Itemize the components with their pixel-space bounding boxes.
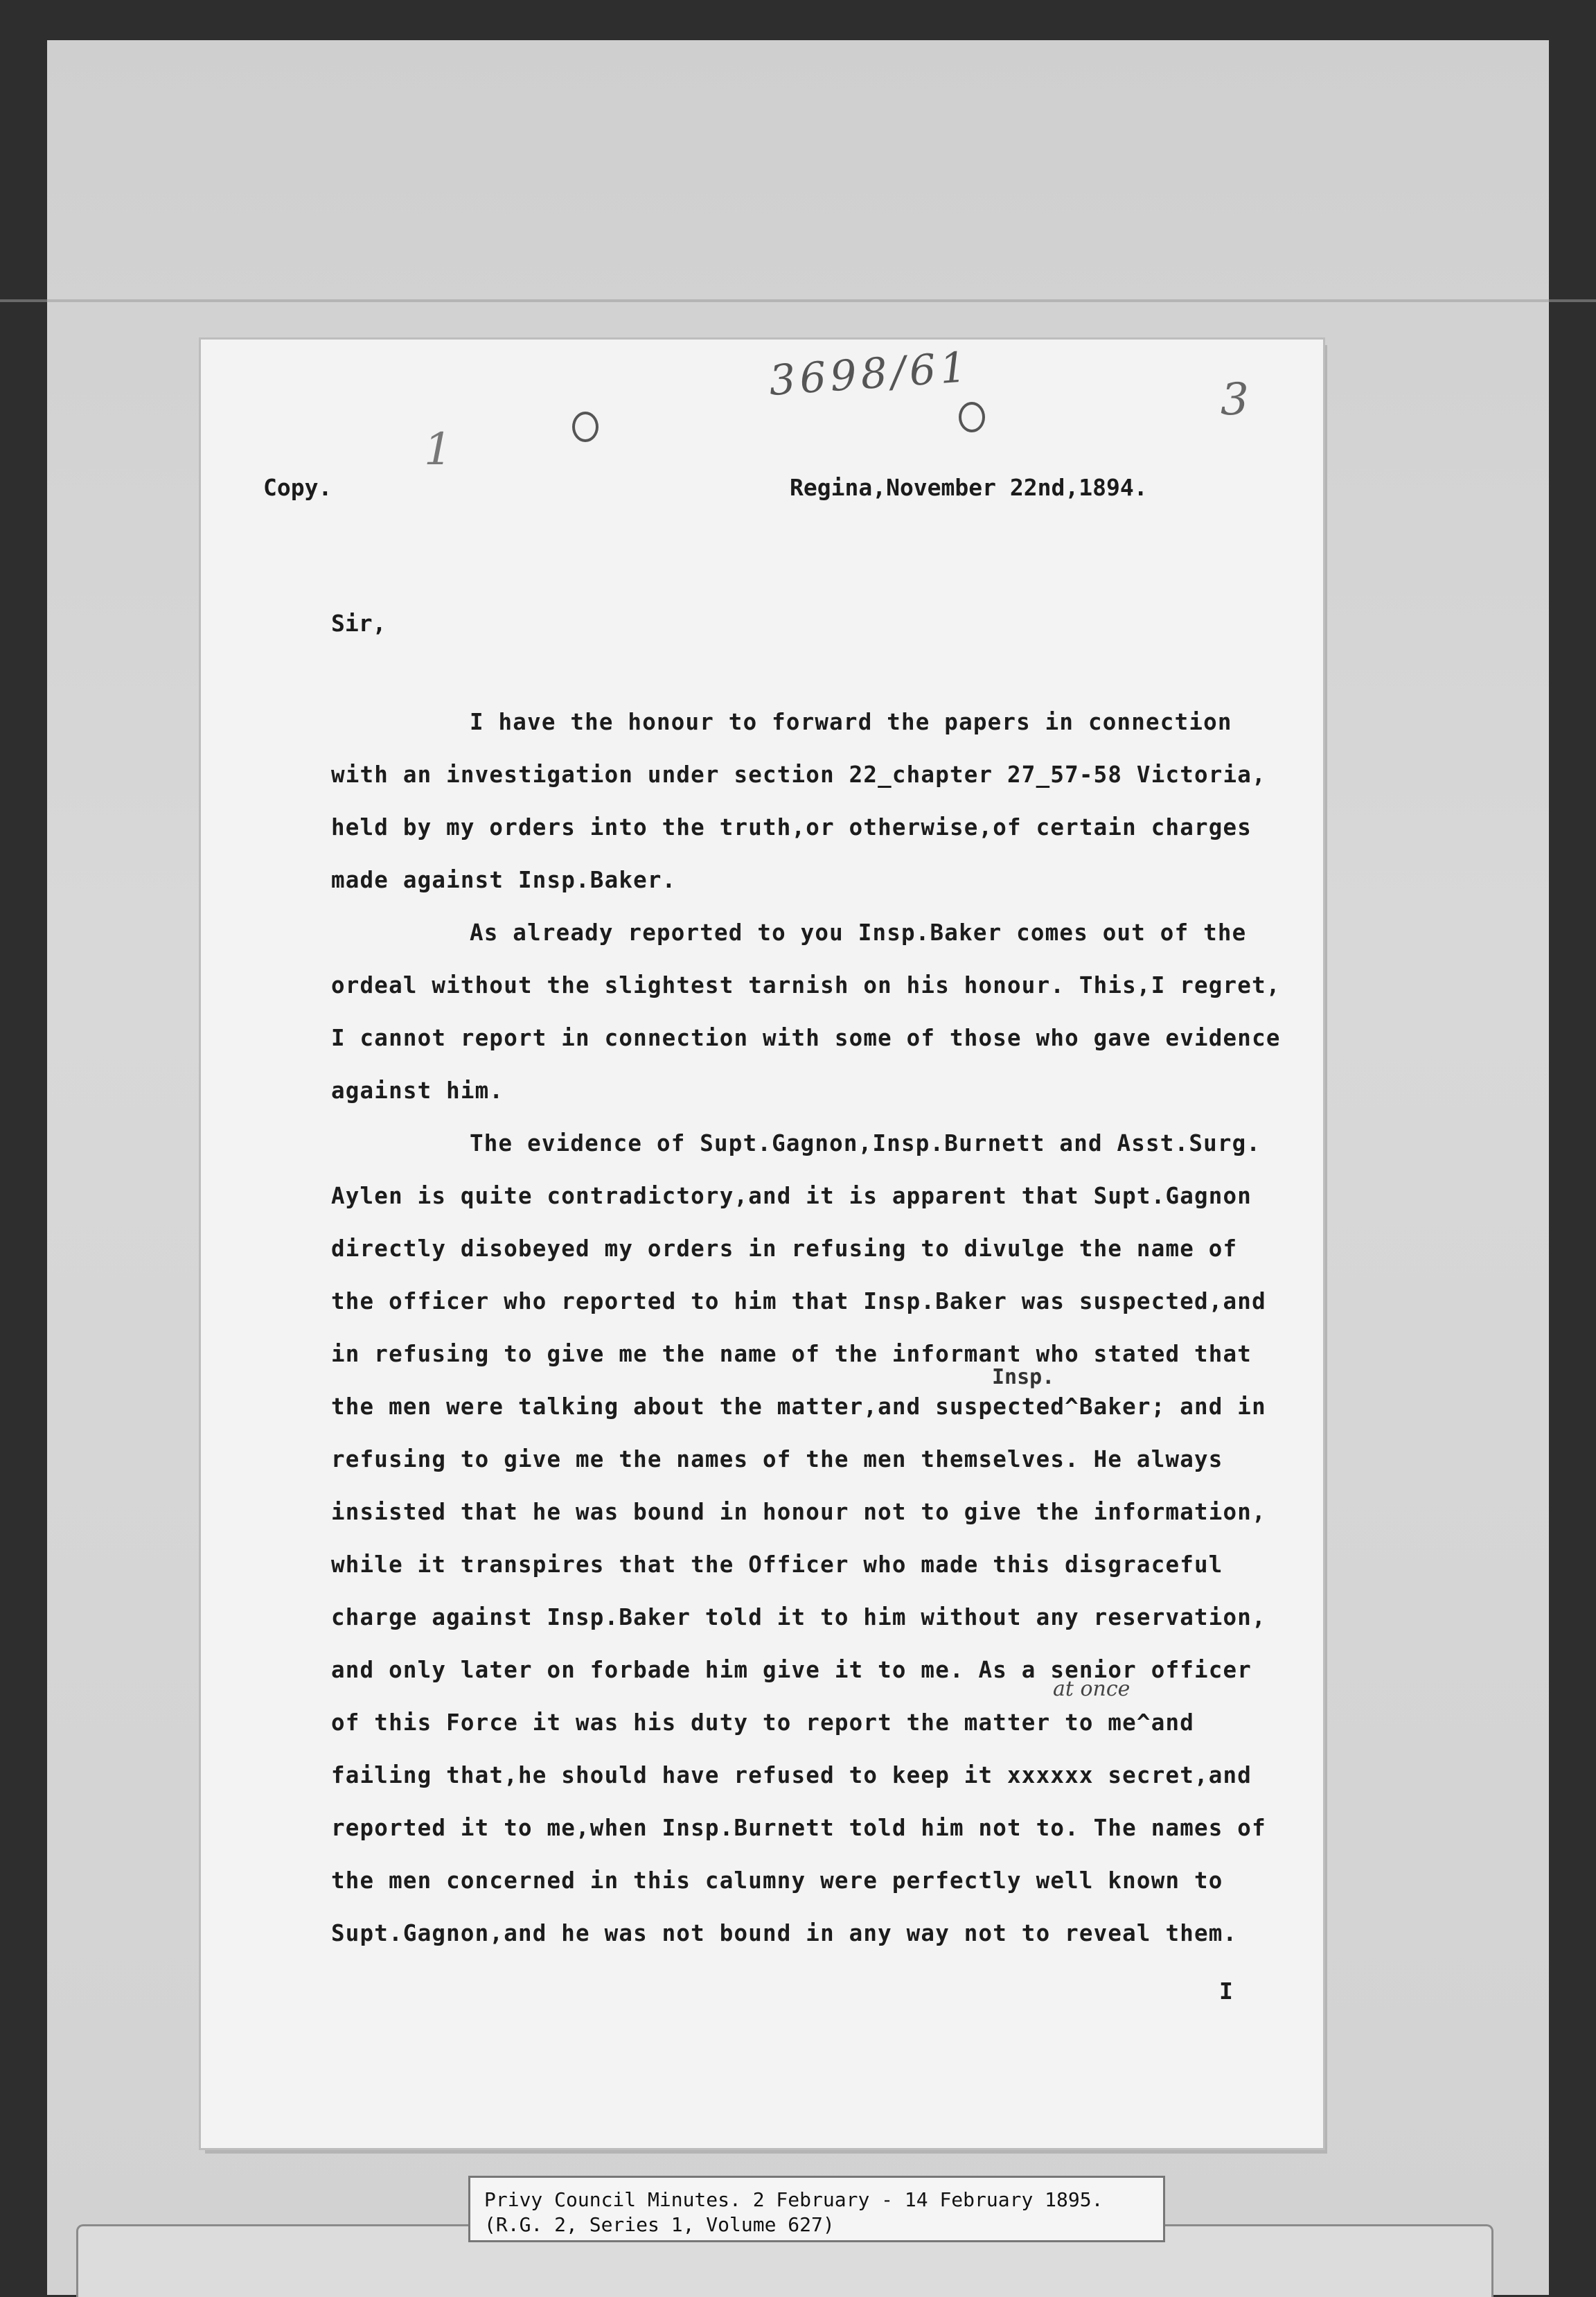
body-line: of this Force it was his duty to report the matter to me^and (331, 1709, 1194, 1736)
body-line: against him. (331, 1077, 504, 1104)
place-date: Regina,November 22nd,1894. (790, 474, 1148, 501)
letter-body (331, 708, 1281, 1972)
body-line: I cannot report in connection with some of those who gave evidence (331, 1025, 1281, 1051)
interlinear-insertion: Insp. (992, 1365, 1055, 1389)
body-line: directly disobeyed my orders in refusing to divulge the name of (331, 1235, 1238, 1262)
body-line: while it transpires that the Officer who made this disgraceful (331, 1551, 1223, 1578)
body-line: in refusing to give me the name of the informant who stated that (331, 1341, 1252, 1367)
body-line: Aylen is quite contradictory,and it is apparent that Supt.Gagnon (331, 1183, 1252, 1209)
caption-line: (R.G. 2, Series 1, Volume 627) (484, 2213, 835, 2236)
body-line: held by my orders into the truth,or otherwise,of certain charges (331, 814, 1252, 841)
punch-hole-ring (959, 402, 985, 432)
caption-line: Privy Council Minutes. 2 February - 14 February 1895. (484, 2188, 1103, 2211)
page-footer-mark: I (1219, 1978, 1233, 2005)
copy-label: Copy. (263, 474, 332, 501)
punch-hole-ring (572, 412, 598, 442)
body-line: Supt.Gagnon,and he was not bound in any way not to reveal them. (331, 1920, 1238, 1946)
body-line: I have the honour to forward the papers in connection (470, 709, 1232, 735)
salutation: Sir, (331, 610, 387, 637)
body-line: the officer who reported to him that Insp.Baker was suspected,and (331, 1288, 1266, 1314)
archive-caption (468, 2176, 1165, 2242)
page-number: 3 (1221, 374, 1249, 425)
body-line: and only later on forbade him give it to me. As a senior officer (331, 1657, 1252, 1683)
body-line: failing that,he should have refused to keep it xxxxxx secret,and (331, 1762, 1252, 1788)
body-line: the men concerned in this calumny were perfectly well known to (331, 1867, 1223, 1894)
body-line: charge against Insp.Baker told it to him without any reservation, (331, 1604, 1266, 1630)
body-line: ordeal without the slightest tarnish on his honour. This,I regret, (331, 972, 1281, 998)
body-line: insisted that he was bound in honour not to give the information, (331, 1499, 1266, 1525)
body-line: reported it to me,when Insp.Burnett told him not to. The names of (331, 1815, 1266, 1841)
body-line: As already reported to you Insp.Baker comes out of the (470, 919, 1247, 946)
body-line: The evidence of Supt.Gagnon,Insp.Burnett and Asst.Surg. (470, 1130, 1261, 1156)
pencil-mark: 1 (424, 424, 452, 475)
body-line: refusing to give me the names of the men themselves. He always (331, 1446, 1223, 1472)
body-line: with an investigation under section 22_chapter 27_57-58 Victoria, (331, 762, 1266, 788)
scan-line (0, 299, 1596, 302)
handwritten-insertion: at once (1053, 1677, 1130, 1701)
body-line: made against Insp.Baker. (331, 867, 677, 893)
body-line: the men were talking about the matter,and suspected^Baker; and in (331, 1393, 1266, 1420)
archive-number: 3698/61 (767, 342, 973, 406)
